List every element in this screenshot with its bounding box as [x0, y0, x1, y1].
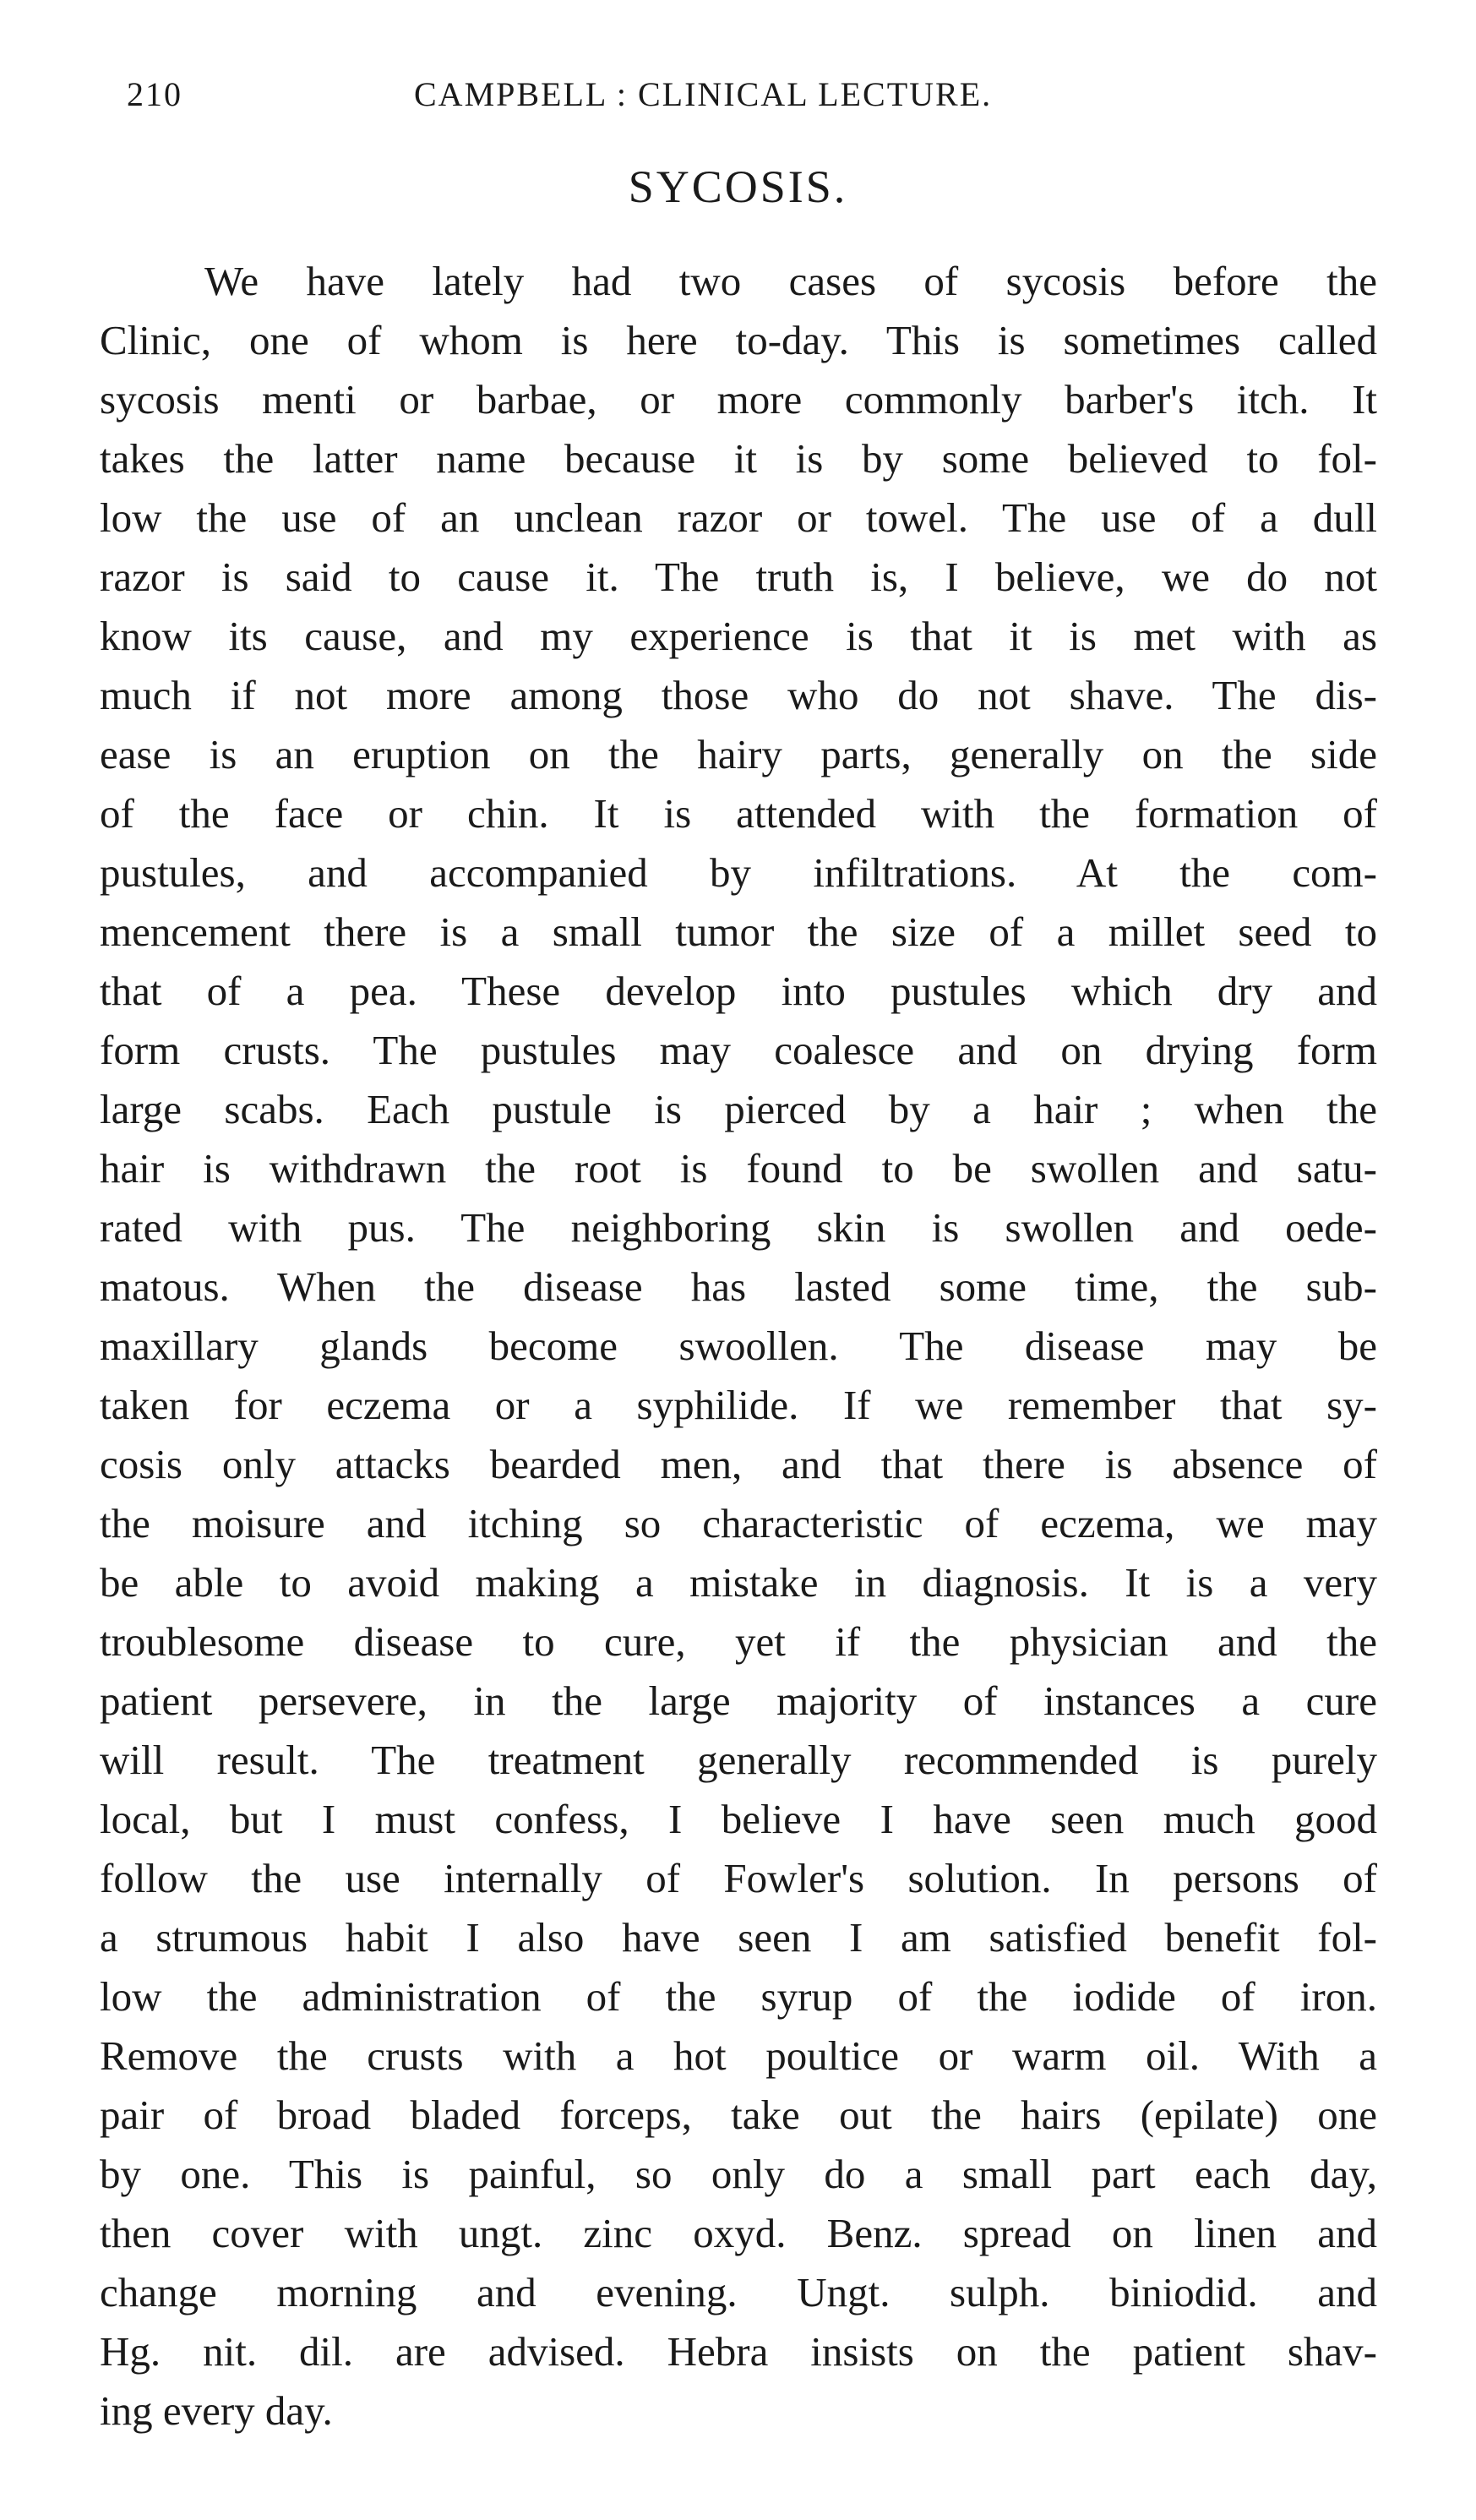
text-line: taken for eczema or a syphilide. If we remember that sy-: [100, 1382, 1377, 1428]
section-heading: SYCOSIS.: [628, 161, 848, 212]
text-line: sycosis menti or barbae, or more commonly barber's itch. It: [100, 376, 1377, 423]
text-line: Hg. nit. dil. are advised. Hebra insists on the patient shav-: [100, 2328, 1377, 2375]
text-line: the moisure and itching so characteristic of eczema, we may: [100, 1500, 1377, 1546]
text-line: takes the latter name because it is by some believed to fol-: [100, 435, 1377, 482]
text-line: pair of broad bladed forceps, take out the hairs (epilate) one: [100, 2092, 1377, 2138]
text-line: maxillary glands become swoollen. The disease may be: [100, 1323, 1377, 1369]
text-line: ing every day.: [100, 2387, 333, 2434]
text-line: know its cause, and my experience is that it is met with as: [100, 613, 1377, 659]
text-line: will result. The treatment generally recommended is purely: [100, 1737, 1377, 1783]
text-line: razor is said to cause it. The truth is, I believe, we do not: [100, 554, 1377, 600]
text-line: that of a pea. These develop into pustules which dry and: [100, 968, 1377, 1014]
page-number: 210: [127, 75, 182, 113]
text-line: We have lately had two cases of sycosis before the: [204, 258, 1377, 304]
text-line: large scabs. Each pustule is pierced by a hair ; when the: [100, 1086, 1377, 1132]
text-line: rated with pus. The neighboring skin is swollen and oede-: [100, 1204, 1377, 1251]
text-line: follow the use internally of Fowler's solution. In persons of: [100, 1855, 1377, 1901]
text-line: matous. When the disease has lasted some time, the sub-: [100, 1263, 1377, 1310]
text-line: a strumous habit I also have seen I am satisfied benefit fol-: [100, 1914, 1377, 1961]
text-line: patient persevere, in the large majority of instances a cure: [100, 1677, 1377, 1724]
text-line: local, but I must confess, I believe I have seen much good: [100, 1796, 1377, 1842]
text-line: mencement there is a small tumor the size of a millet seed to: [100, 908, 1377, 955]
text-line: troublesome disease to cure, yet if the physician and the: [100, 1618, 1377, 1665]
running-title: CAMPBELL : CLINICAL LECTURE.: [414, 75, 993, 113]
text-line: Clinic, one of whom is here to-day. This is sometimes called: [100, 317, 1377, 363]
body-paragraph: [100, 252, 1377, 2441]
text-line: low the use of an unclean razor or towel. The use of a dull: [100, 494, 1377, 541]
text-line: be able to avoid making a mistake in diagnosis. It is a very: [100, 1559, 1377, 1606]
text-line: change morning and evening. Ungt. sulph. biniodid. and: [100, 2269, 1377, 2315]
text-line: of the face or chin. It is attended with the formation of: [100, 790, 1377, 837]
text-line: ease is an eruption on the hairy parts, generally on the side: [100, 731, 1377, 777]
text-line: hair is withdrawn the root is found to be swollen and satu-: [100, 1145, 1377, 1192]
text-line: low the administration of the syrup of the iodide of iron.: [100, 1973, 1377, 2020]
running-head: [127, 74, 1352, 125]
text-line: form crusts. The pustules may coalesce and on drying form: [100, 1027, 1377, 1073]
text-line: by one. This is painful, so only do a small part each day,: [100, 2151, 1377, 2197]
text-line: pustules, and accompanied by infiltrations. At the com-: [100, 849, 1377, 896]
text-line: then cover with ungt. zinc oxyd. Benz. spread on linen and: [100, 2210, 1377, 2256]
text-line: Remove the crusts with a hot poultice or warm oil. With a: [100, 2032, 1377, 2079]
text-line: cosis only attacks bearded men, and that there is absence of: [100, 1441, 1377, 1487]
text-line: much if not more among those who do not shave. The dis-: [100, 672, 1377, 718]
